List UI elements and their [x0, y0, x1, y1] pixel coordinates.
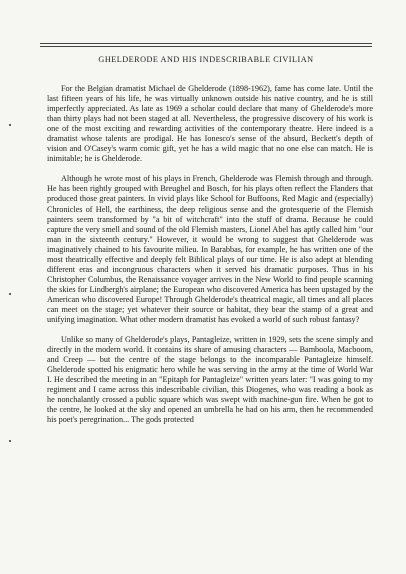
paragraph-1: For the Belgian dramatist Michael de Ghelderode (1898-1962), fame has come late. Until the last fifteen years of his life, he was virtually unknown outside his native country, and he is still imperfectly appreciated. As late as 1969 a scholar could declare that many of Ghelderode's more than thirty plays had not been staged at all. Nevertheless, the progressive discovery of his work is one of the most exciting and rewarding activities of the contemporary theatre. Here indeed is a dramatist whose talents are prodigal. He has Ionesco's sense of the absurd, Beckett's depth of vision and O'Casey's warm comic gift, yet he has a wild magic that no one else can match. He is inimitable; he is Ghelderode. [47, 84, 373, 164]
essay-body [47, 84, 373, 436]
header-rule-bottom [40, 46, 372, 47]
paragraph-2: Although he wrote most of his plays in French, Ghelderode was Flemish through and through. He has been rightly grouped with Breughel and Bosch, for his plays often reflect the Flanders that produced those great painters. In vivid plays like School for Buffoons, Red Magic and (especially) Chronicles of Hell, the earthiness, the deep religious sense and the grotesquerie of the Flemish painters seem transformed by "a bit of witchcraft" into the stuff of drama. Because he could capture the very smell and sound of the old Flemish masters, Lionel Abel has aptly called him "our man in the sixteenth century." However, it would be wrong to suggest that Ghelderode was imaginatively chained to his favourite milieu. In Barabbas, for example, he has written one of the most theatrically effective and deeply felt Biblical plays of our time. He is also adept at blending different eras and incongruous characters when it served his dramatic purposes. Thus in his Christopher Columbus, the Renaissance voyager arrives in the New World to find people scanning the skies for Lindbergh's airplane; the European who discovered America has been upstaged by the American who discovered Europe! Through Ghelderode's theatrical magic, all times and all places can meet on the stage; yet whatever their source or habitat, they bear the stamp of a great and unifying imagination. What other modern dramatist has evoked a world of such robust fantasy? [47, 174, 373, 325]
header-rule-top [40, 43, 372, 44]
essay-title: GHELDERODE AND HIS INDESCRIBABLE CIVILIAN [98, 55, 314, 64]
margin-mark [9, 293, 11, 295]
paragraph-3: Unlike so many of Ghelderode's plays, Pantagleize, written in 1929, sets the scene simply and directly in the modern world. It contains its share of amusing characters — Bamboola, Macboom, and Creep — but the centre of the stage belongs to the incomparable Pantagleize himself. Ghelderode spotted his enigmatic hero while he was serving in the army at the time of World War I. He described the meeting in an "Epitaph for Pantagleize" written years later: "I was going to my regiment and I came across this indescribable civilian, this Diogenes, who was reading a book as he nonchalantly crossed a public square which was swept with machine-gun fire. When he got to the centre, he looked at the sky and opened an umbrella he had on his arm, then he recommended his poet's peregrination... The gods protected [47, 335, 373, 425]
margin-mark [9, 440, 11, 442]
margin-mark [9, 124, 11, 126]
